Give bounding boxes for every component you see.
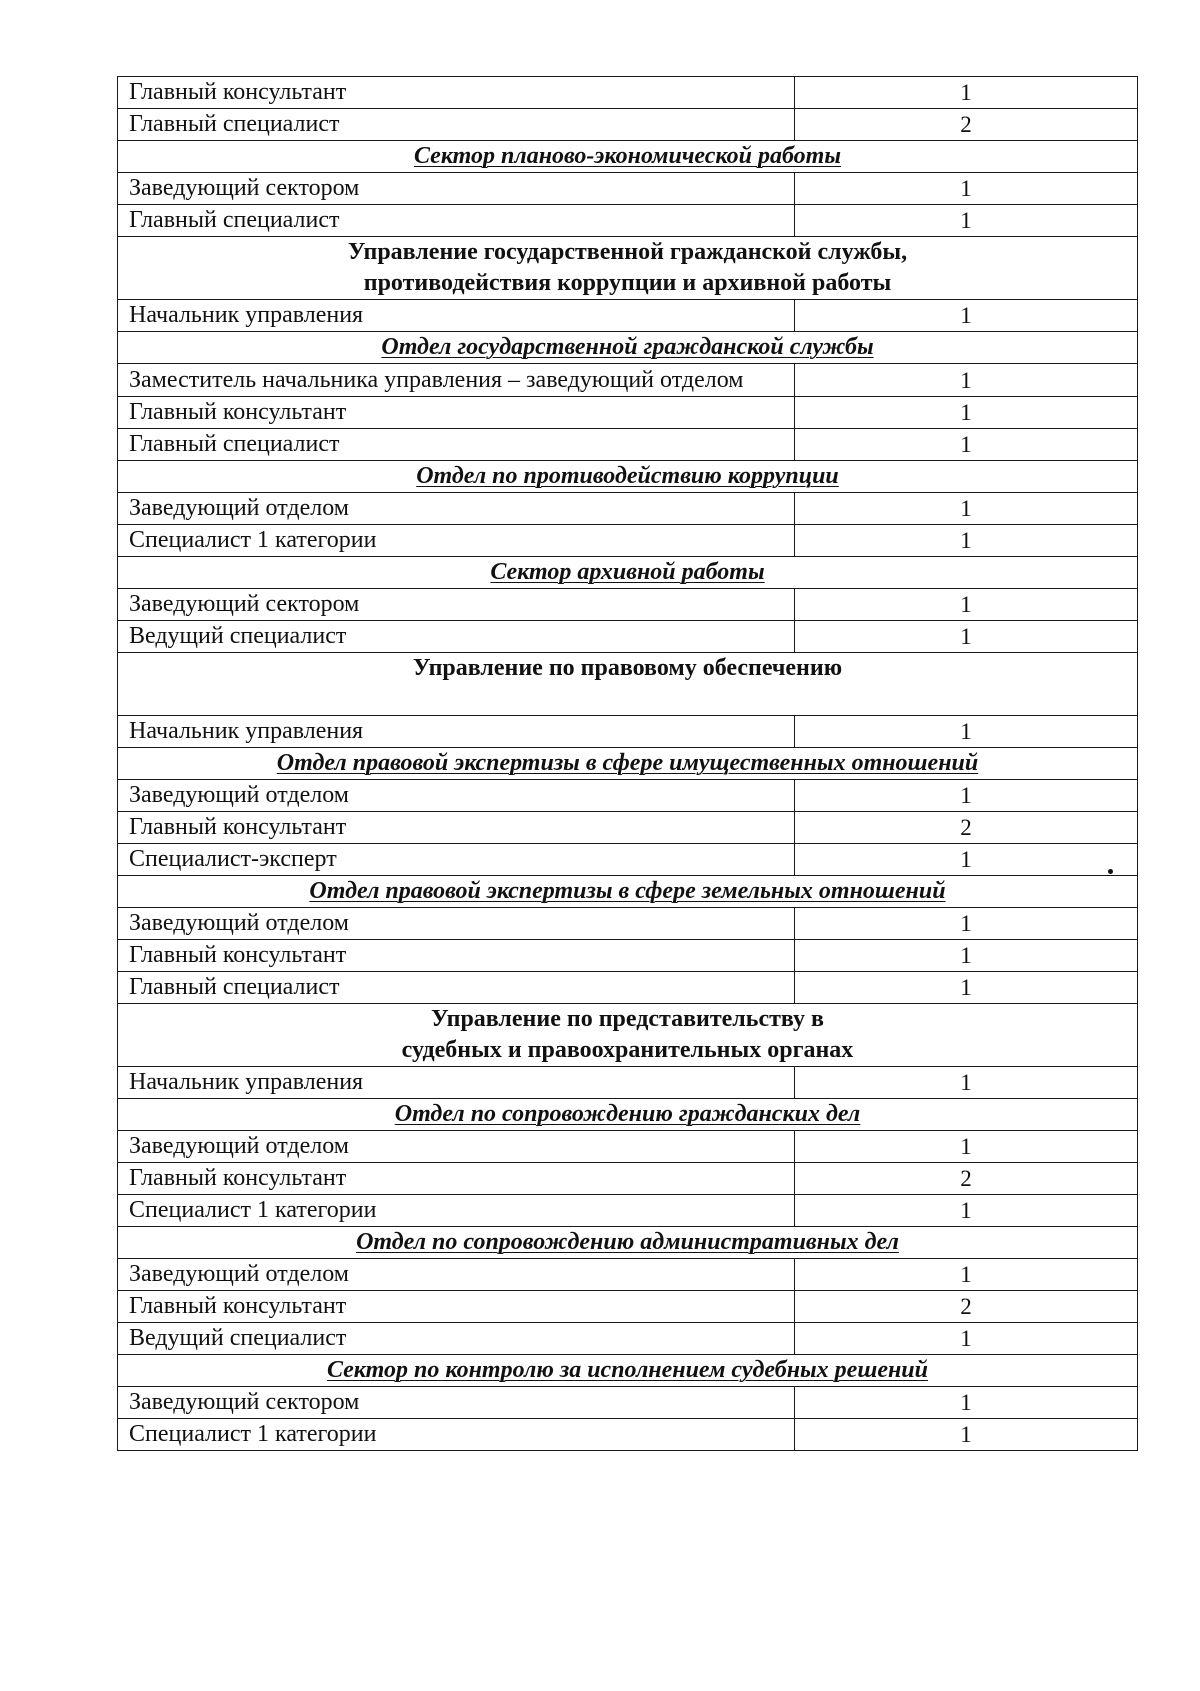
position-name: Главный специалист <box>118 205 795 237</box>
staff-table-body <box>118 77 1138 1451</box>
position-name: Заведующий сектором <box>118 1387 795 1419</box>
position-name: Заведующий отделом <box>118 1259 795 1291</box>
position-name: Главный консультант <box>118 1291 795 1323</box>
table-row <box>118 109 1138 141</box>
position-count: 1 <box>795 493 1138 525</box>
table-row <box>118 1131 1138 1163</box>
table-row <box>118 397 1138 429</box>
staff-schedule-sheet <box>117 76 1137 1451</box>
subsection-title: Сектор по контролю за исполнением судебных решений <box>118 1355 1138 1387</box>
table-row <box>118 364 1138 397</box>
position-count: 1 <box>795 1195 1138 1227</box>
position-name: Специалист-эксперт <box>118 844 795 876</box>
position-count: 1 <box>795 780 1138 812</box>
position-name: Начальник управления <box>118 1067 795 1099</box>
subsection-title: Сектор планово-экономической работы <box>118 141 1138 173</box>
position-count: 1 <box>795 429 1138 461</box>
table-row <box>118 1163 1138 1195</box>
subsection-title: Отдел правовой экспертизы в сфере имущественных отношений <box>118 748 1138 780</box>
subsection-row <box>118 332 1138 364</box>
position-name: Заведующий сектором <box>118 589 795 621</box>
table-row <box>118 77 1138 109</box>
position-name: Главный консультант <box>118 940 795 972</box>
table-row <box>118 780 1138 812</box>
position-name: Заведующий отделом <box>118 493 795 525</box>
position-count: 1 <box>795 364 1138 397</box>
table-row <box>118 621 1138 653</box>
position-count: 2 <box>795 1291 1138 1323</box>
position-name: Начальник управления <box>118 716 795 748</box>
position-count: 2 <box>795 109 1138 141</box>
subsection-title: Отдел государственной гражданской службы <box>118 332 1138 364</box>
position-name: Заведующий отделом <box>118 1131 795 1163</box>
position-name: Главный консультант <box>118 397 795 429</box>
position-count: 1 <box>795 1259 1138 1291</box>
position-count: 1 <box>795 972 1138 1004</box>
table-row <box>118 972 1138 1004</box>
table-row <box>118 1387 1138 1419</box>
position-count: 1 <box>795 1323 1138 1355</box>
subsection-row <box>118 1355 1138 1387</box>
table-row <box>118 173 1138 205</box>
table-row <box>118 1067 1138 1099</box>
table-row <box>118 1419 1138 1451</box>
position-name: Заведующий отделом <box>118 908 795 940</box>
table-row <box>118 205 1138 237</box>
table-row <box>118 1195 1138 1227</box>
position-name: Ведущий специалист <box>118 621 795 653</box>
table-row <box>118 844 1138 876</box>
position-name: Главный консультант <box>118 1163 795 1195</box>
table-row <box>118 525 1138 557</box>
position-name: Главный консультант <box>118 77 795 109</box>
section-row <box>118 237 1138 300</box>
position-count: 1 <box>795 908 1138 940</box>
table-row <box>118 429 1138 461</box>
position-name: Начальник управления <box>118 300 795 332</box>
subsection-row <box>118 557 1138 589</box>
table-row <box>118 1291 1138 1323</box>
subsection-row <box>118 748 1138 780</box>
position-count: 1 <box>795 844 1138 876</box>
table-row <box>118 908 1138 940</box>
position-count: 1 <box>795 205 1138 237</box>
subsection-row <box>118 141 1138 173</box>
position-count: 2 <box>795 812 1138 844</box>
subsection-row <box>118 1227 1138 1259</box>
position-count: 1 <box>795 716 1138 748</box>
position-count: 1 <box>795 300 1138 332</box>
position-count: 1 <box>795 621 1138 653</box>
position-count: 2 <box>795 1163 1138 1195</box>
subsection-title: Отдел правовой экспертизы в сфере земельных отношений <box>118 876 1138 908</box>
table-row <box>118 300 1138 332</box>
position-name: Специалист 1 категории <box>118 525 795 557</box>
position-name: Заведующий сектором <box>118 173 795 205</box>
table-row <box>118 493 1138 525</box>
position-name: Ведущий специалист <box>118 1323 795 1355</box>
scan-speck <box>1108 869 1113 874</box>
section-title: Управление по правовому обеспечению <box>118 653 1138 716</box>
position-name: Главный специалист <box>118 429 795 461</box>
position-count: 1 <box>795 1419 1138 1451</box>
subsection-title: Отдел по противодействию коррупции <box>118 461 1138 493</box>
position-name: Главный специалист <box>118 109 795 141</box>
table-row <box>118 589 1138 621</box>
position-name: Специалист 1 категории <box>118 1419 795 1451</box>
section-title: Управление государственной гражданской службы, противодействия коррупции и архивной работы <box>118 237 1138 300</box>
staff-table <box>117 76 1138 1451</box>
section-row <box>118 653 1138 716</box>
section-title: Управление по представительству в судебных и правоохранительных органах <box>118 1004 1138 1067</box>
position-name: Заведующий отделом <box>118 780 795 812</box>
position-count: 1 <box>795 589 1138 621</box>
position-count: 1 <box>795 1067 1138 1099</box>
subsection-title: Отдел по сопровождению гражданских дел <box>118 1099 1138 1131</box>
subsection-title: Сектор архивной работы <box>118 557 1138 589</box>
position-count: 1 <box>795 1131 1138 1163</box>
position-count: 1 <box>795 397 1138 429</box>
subsection-title: Отдел по сопровождению административных дел <box>118 1227 1138 1259</box>
table-row <box>118 1259 1138 1291</box>
table-row <box>118 812 1138 844</box>
position-count: 1 <box>795 77 1138 109</box>
position-name: Главный консультант <box>118 812 795 844</box>
subsection-row <box>118 1099 1138 1131</box>
subsection-row <box>118 876 1138 908</box>
position-count: 1 <box>795 940 1138 972</box>
table-row <box>118 940 1138 972</box>
position-name: Заместитель начальника управления – заведующий отделом <box>118 364 795 397</box>
table-row <box>118 716 1138 748</box>
table-row <box>118 1323 1138 1355</box>
subsection-row <box>118 461 1138 493</box>
position-name: Специалист 1 категории <box>118 1195 795 1227</box>
position-count: 1 <box>795 173 1138 205</box>
section-row <box>118 1004 1138 1067</box>
position-count: 1 <box>795 525 1138 557</box>
position-count: 1 <box>795 1387 1138 1419</box>
position-name: Главный специалист <box>118 972 795 1004</box>
